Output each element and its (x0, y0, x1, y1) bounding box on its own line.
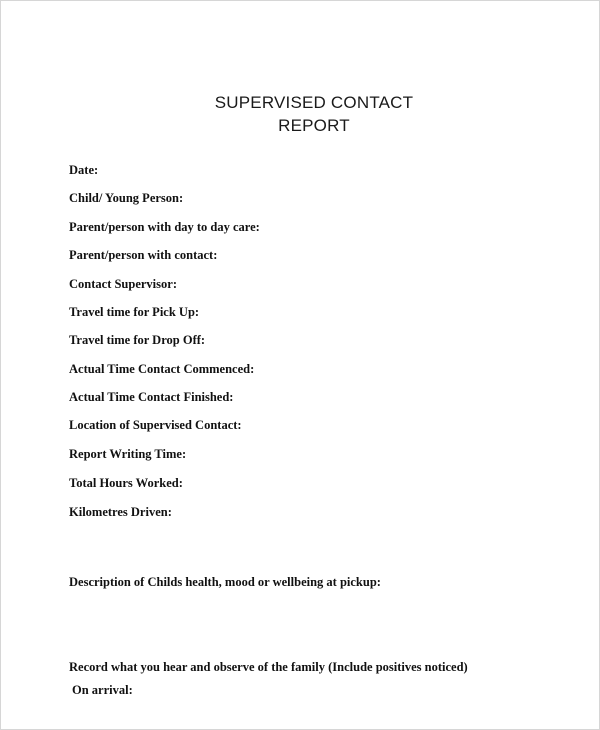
field-child-young-person: Child/ Young Person: (69, 191, 184, 205)
arrival-label: On arrival: (72, 683, 133, 697)
field-total-hours: Total Hours Worked: (69, 476, 183, 490)
field-contact-supervisor: Contact Supervisor: (69, 277, 177, 291)
field-date: Date: (69, 163, 99, 177)
field-parent-day-to-day-care: Parent/person with day to day care: (69, 220, 260, 234)
field-travel-pick-up: Travel time for Pick Up: (69, 305, 200, 319)
description-label: Description of Childs health, mood or wellbeing at pickup: (69, 575, 381, 589)
field-travel-drop-off: Travel time for Drop Off: (69, 333, 206, 347)
report-title-line-2: REPORT (278, 116, 350, 135)
field-time-finished: Actual Time Contact Finished: (69, 390, 234, 404)
record-label: Record what you hear and observe of the family (Include positives noticed) (69, 660, 468, 674)
field-report-writing-time: Report Writing Time: (69, 447, 187, 461)
field-time-commenced: Actual Time Contact Commenced: (69, 362, 255, 376)
report-title-line-1: SUPERVISED CONTACT (214, 93, 414, 112)
field-parent-with-contact: Parent/person with contact: (69, 248, 218, 262)
field-kilometres: Kilometres Driven: (69, 505, 172, 519)
field-location: Location of Supervised Contact: (69, 418, 242, 432)
